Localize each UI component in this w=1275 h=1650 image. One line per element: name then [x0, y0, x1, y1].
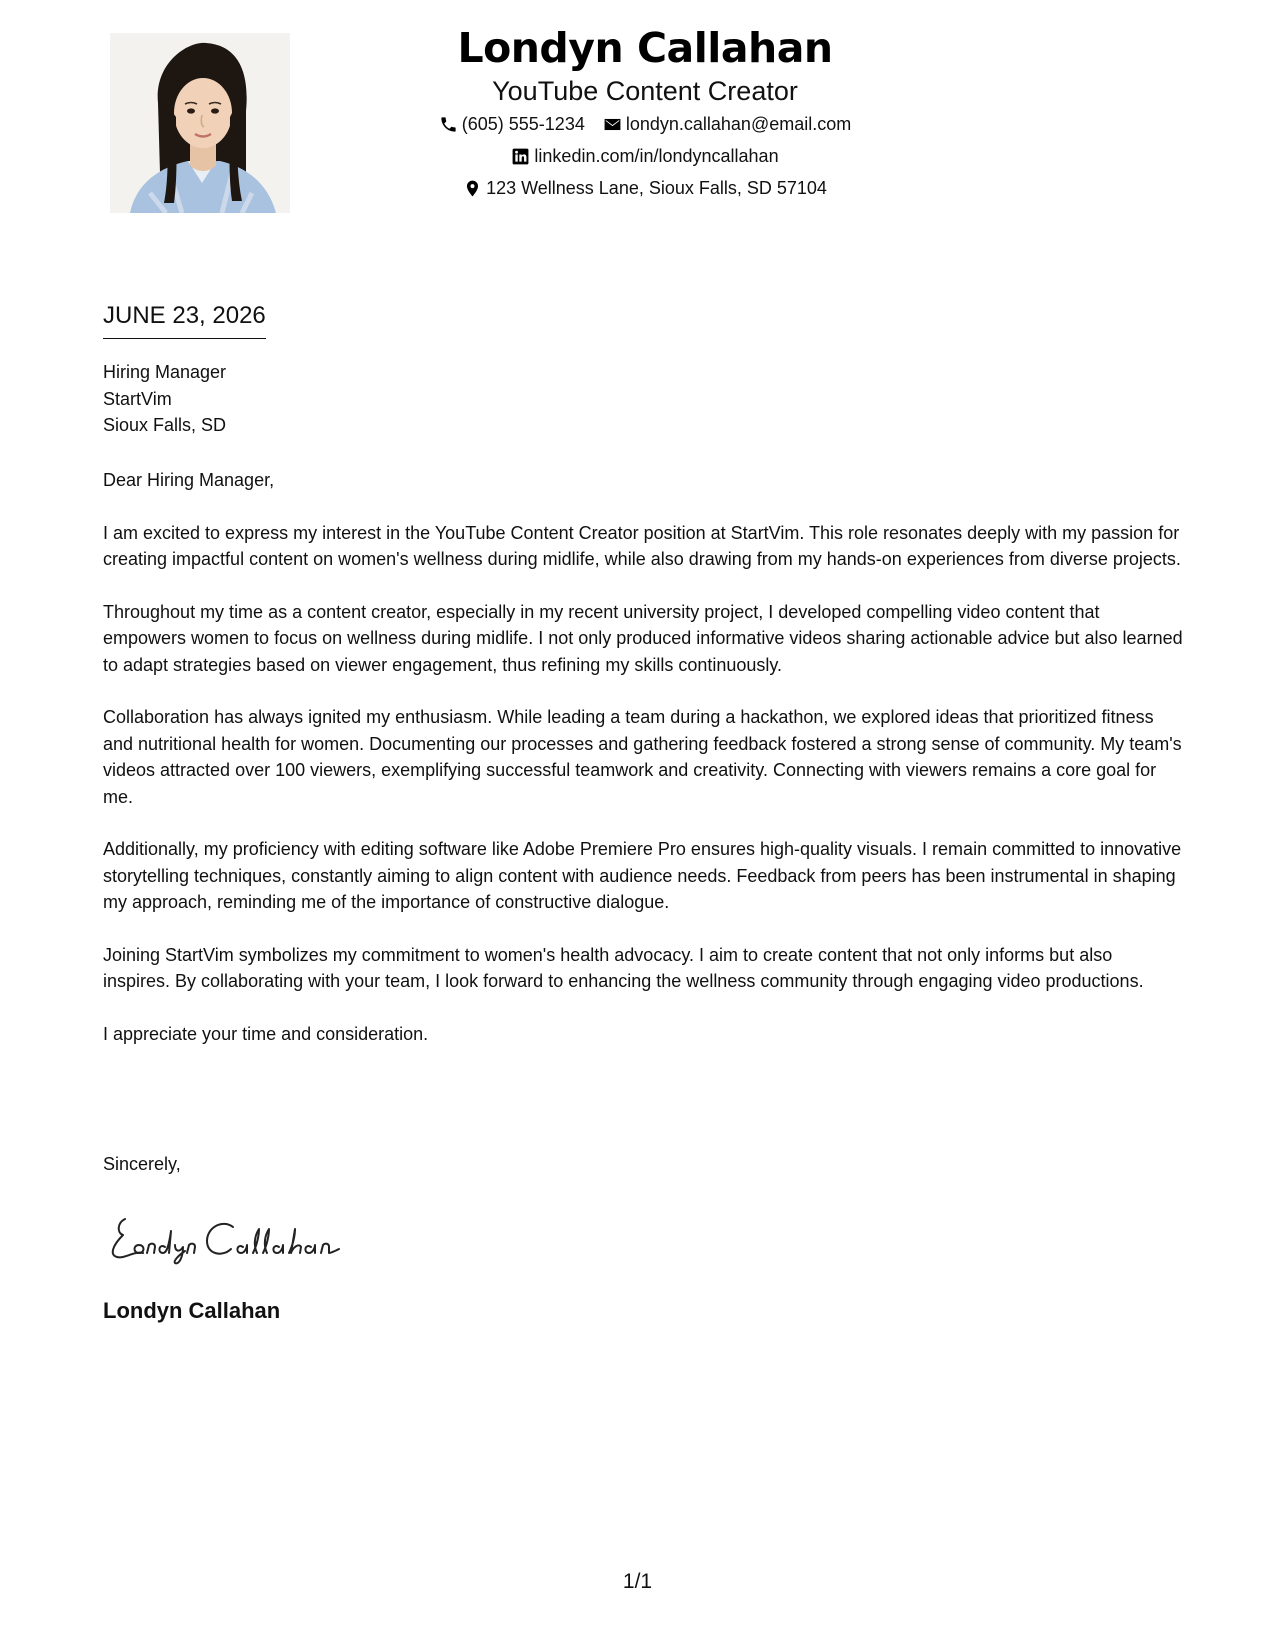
- map-pin-icon: [463, 179, 482, 198]
- portrait-illustration: [110, 33, 290, 213]
- recipient-name: Hiring Manager: [103, 362, 227, 382]
- street-address: 123 Wellness Lane, Sioux Falls, SD 57104: [486, 178, 827, 198]
- email-address: londyn.callahan@email.com: [625, 114, 852, 134]
- phone-number: (605) 555-1234: [461, 114, 585, 134]
- recipient-company: StartVim: [103, 388, 172, 409]
- applicant-title: YouTube Content Creator: [492, 76, 798, 106]
- closing: Sincerely,: [103, 1154, 181, 1174]
- letter-date: JUNE 23, 2026: [103, 299, 266, 339]
- envelope-icon: [603, 115, 622, 134]
- contact-row-2: [380, 140, 910, 172]
- contact-row-1: [380, 108, 910, 140]
- email-contact[interactable]: [603, 108, 851, 140]
- paragraph-6: I appreciate your time and consideration.: [103, 1023, 429, 1044]
- linkedin-icon: [511, 147, 530, 166]
- paragraph-5: Joining StartVim symbolizes my commitment to women's health advocacy. I aim to create content that not only informs but also inspires. By collaborating with your team, I look forward to enhancing the wellness community through engaging video productions.: [103, 944, 1144, 991]
- signed-name: Londyn Callahan: [103, 1298, 281, 1323]
- recipient-block: [103, 359, 226, 439]
- linkedin-url: linkedin.com/in/londyncallahan: [534, 146, 779, 166]
- letter-body: [103, 467, 1183, 1073]
- phone-icon: [439, 115, 458, 134]
- paragraph-4: Additionally, my proficiency with editing software like Adobe Premiere Pro ensures high-quality visuals. I remain committed to innovative storytelling techniques, constantly aiming to align content with audience needs. Feedback from peers has been instrumental in shaping my approach, reminding me of the importance of constructive dialogue.: [103, 839, 1182, 912]
- profile-photo: [110, 33, 290, 213]
- header: [380, 22, 910, 204]
- paragraph-2: Throughout my time as a content creator, especially in my recent university project, I developed compelling video content that empowers women to focus on wellness during midlife. I not only produced informative videos sharing actionable advice but also learned to adapt strategies based on viewer engagement, thus refining my skills continuously.: [103, 601, 1183, 675]
- paragraph-3: Collaboration has always ignited my enthusiasm. While leading a team during a hackathon, we explored ideas that prioritized fitness and nutritional health for women. Documenting our processes and gathering feedback fostered a strong sense of community. My team's videos attracted over 100 viewers, exemplifying successful teamwork and creativity. Connecting with viewers remains a core goal for me.: [103, 707, 1182, 807]
- linkedin-contact[interactable]: [511, 140, 778, 172]
- salutation: Dear Hiring Manager,: [103, 470, 275, 490]
- phone-contact[interactable]: [439, 108, 585, 140]
- applicant-name: Londyn Callahan: [457, 24, 833, 72]
- address-contact: [463, 172, 827, 204]
- page-number: 1/1: [622, 1570, 653, 1593]
- contact-row-3: [380, 172, 910, 204]
- handwritten-signature: [103, 1205, 373, 1265]
- recipient-location: Sioux Falls, SD: [103, 415, 227, 435]
- paragraph-1: I am excited to express my interest in the YouTube Content Creator position at StartVim. This role resonates deeply with my passion for creating impactful content on women's wellness during midlife, while also drawing from my hands-on experiences from diverse projects.: [103, 522, 1181, 569]
